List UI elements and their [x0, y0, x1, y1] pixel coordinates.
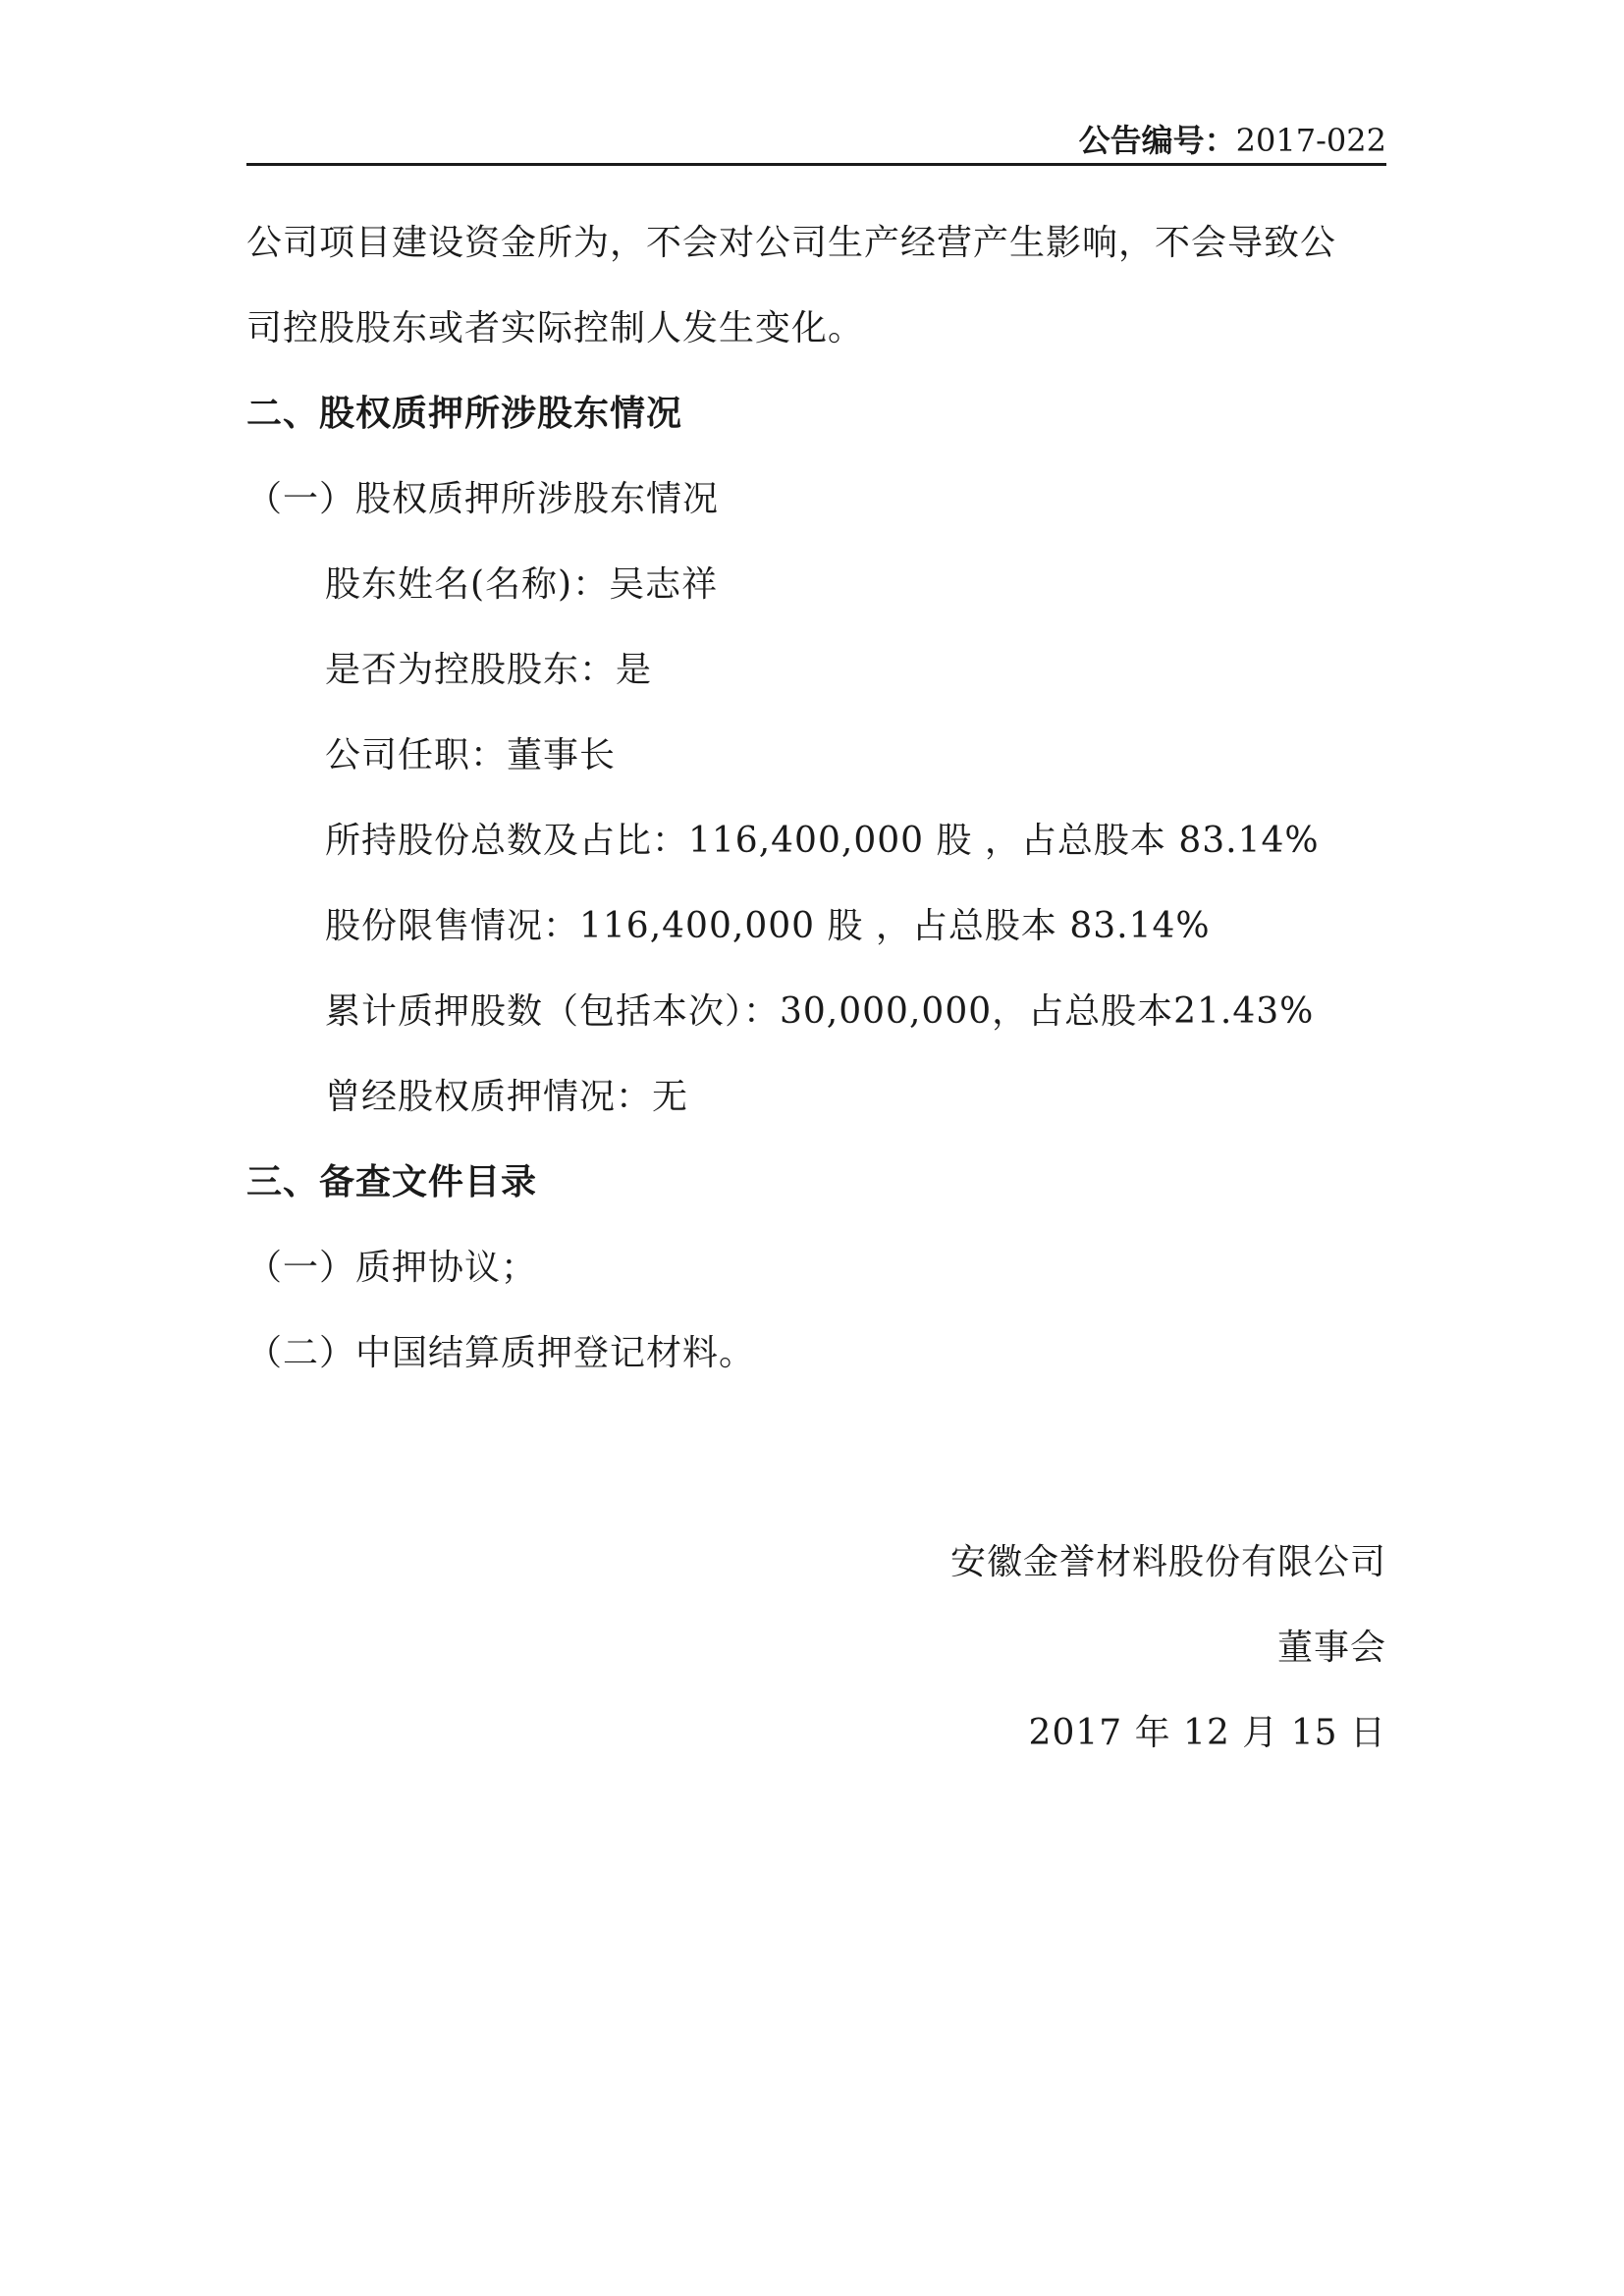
section-heading-shareholder: 二、股权质押所涉股东情况: [246, 394, 683, 434]
controlling-shareholder-flag: 是否为控股股东：是: [325, 650, 653, 690]
board-name: 董事会: [1276, 1628, 1386, 1668]
paragraph-line: 公司项目建设资金所为，不会对公司生产经营产生影响，不会导致公: [246, 223, 1337, 263]
document-item: （一）质押协议；: [246, 1248, 538, 1288]
announcement-number-label: 公告编号：: [1078, 122, 1236, 159]
total-shares-held: 所持股份总数及占比：116,400,000 股 ，占总股本 83.14%: [325, 821, 1320, 861]
header-divider: [246, 163, 1386, 166]
restricted-shares: 股份限售情况：116,400,000 股 ，占总股本 83.14%: [325, 906, 1211, 946]
past-pledge-status: 曾经股权质押情况：无: [325, 1077, 689, 1117]
company-name: 安徽金誉材料股份有限公司: [949, 1542, 1386, 1582]
announcement-number-code: 2017-022: [1235, 122, 1386, 159]
pledged-shares: 累计质押股数（包括本次）：30,000,000，占总股本21.43%: [325, 991, 1315, 1032]
shareholder-name: 股东姓名(名称)：吴志祥: [325, 564, 719, 605]
subsection-heading-shareholder: （一）股权质押所涉股东情况: [246, 479, 720, 519]
section-heading-documents: 三、备查文件目录: [246, 1162, 538, 1202]
paragraph-line: 司控股股东或者实际控制人发生变化。: [246, 308, 865, 348]
signature-date: 2017 年 12 月 15 日: [1028, 1713, 1386, 1753]
announcement-number: [1079, 121, 1386, 160]
document-item: （二）中国结算质押登记材料。: [246, 1333, 756, 1373]
company-position: 公司任职：董事长: [325, 735, 617, 775]
